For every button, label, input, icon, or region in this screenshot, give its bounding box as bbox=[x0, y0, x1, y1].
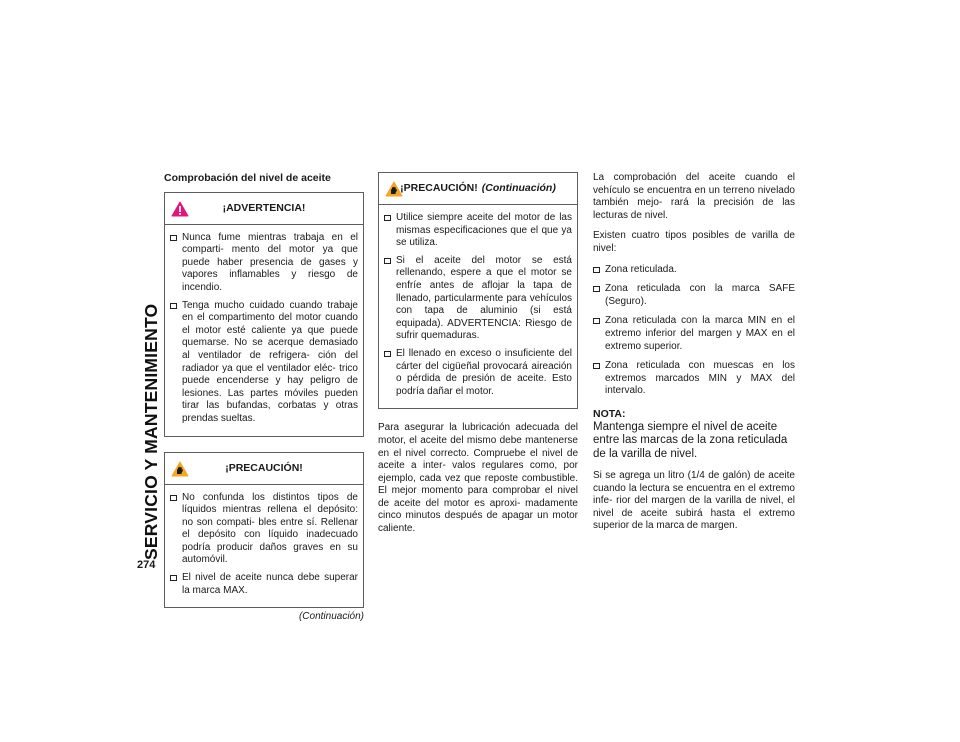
body-paragraph: Para asegurar la lubricación adecuada del motor, el aceite del mismo debe mantenerse en el nivel correcto. Compruebe el nivel de aceite a inter- valos regulares como, por ejemplo, cada vez que reposte combustible. El mejor momento para comprobar el nivel de aceite del motor es aproxi- madamente cinco minutos después de apagar un motor caliente. bbox=[378, 422, 578, 535]
list-item-text: Si el aceite del motor se está rellenando, espere a que el motor se enfríe antes de aflojar la tapa de llenado, particularmente para vehículos con tapa de aluminio (si está equipada). ADVERTENCIA: Riesgo de sufrir quemaduras. bbox=[396, 254, 572, 342]
bullet-square-icon bbox=[593, 267, 600, 273]
list-item-text: El nivel de aceite nunca debe superar la marca MAX. bbox=[182, 572, 358, 596]
side-section-title-text: SERVICIO Y MANTENIMIENTO bbox=[141, 303, 161, 560]
body-paragraph: Si se agrega un litro (1/4 de galón) de aceite cuando la lectura se encuentra en el extremo infe- rior del margen de la varilla de nivel, el nivel de aceite subirá hasta el extremo superior de la marca de margen. bbox=[593, 470, 795, 532]
list-item-text: Zona reticulada con muescas en los extremos marcados MIN y MAX del intervalo. bbox=[605, 360, 795, 397]
list-item-text: Tenga mucho cuidado cuando trabaje en el compartimento del motor cuando el motor esté caliente ya que puede quemarse. No se acerque demasiado al ventilador de refrigera- ción del radiador ya que el ventilador eléc- trico puede encenderse y hay peligro de lesiones. Las partes móviles pueden tirar las bufandas, corbatas y otras prendas sueltas. bbox=[182, 299, 358, 424]
body-paragraph: La comprobación del aceite cuando el vehículo se encuentra en un terreno nivelado también mejo- rará la precisión de las lecturas de nivel. bbox=[593, 172, 795, 221]
list-item bbox=[170, 492, 358, 568]
list-item-text: Zona reticulada con la marca SAFE (Seguro). bbox=[605, 283, 795, 307]
bullet-square-icon bbox=[593, 363, 600, 369]
caution-hand-icon bbox=[385, 181, 403, 197]
bullet-square-icon bbox=[170, 575, 177, 581]
bullet-square-icon bbox=[170, 495, 177, 501]
list-item bbox=[170, 300, 358, 426]
note-text: Mantenga siempre el nivel de aceite entre las marcas de la zona reticulada de la varilla de nivel. bbox=[593, 420, 788, 460]
list-item bbox=[593, 264, 795, 277]
list-item-text: El llenado en exceso o insuficiente del cárter del cigüeñal provocará aireación o pérdida de presión de aceite. Esto podría dañar el motor. bbox=[396, 347, 572, 397]
column-3 bbox=[593, 172, 795, 541]
list-item bbox=[170, 232, 358, 295]
bullet-square-icon bbox=[170, 303, 177, 309]
caution-continued-body bbox=[379, 205, 577, 408]
warning-triangle-icon bbox=[171, 201, 189, 217]
column-2 bbox=[378, 172, 578, 544]
list-item bbox=[593, 283, 795, 308]
caution-continued-suffix: (Continuación) bbox=[481, 182, 556, 195]
note-label: NOTA: bbox=[593, 407, 626, 420]
continued-label: (Continuación) bbox=[298, 611, 364, 623]
caution-box-body bbox=[165, 485, 363, 608]
list-item bbox=[384, 255, 572, 343]
section-heading: Comprobación del nivel de aceite bbox=[164, 172, 331, 184]
list-item bbox=[384, 348, 572, 398]
warning-box-body bbox=[165, 225, 363, 436]
list-item-text: Zona reticulada. bbox=[605, 263, 677, 275]
bullet-square-icon bbox=[593, 286, 600, 292]
caution-hand-icon bbox=[171, 461, 189, 477]
list-item bbox=[170, 572, 358, 597]
caution-title: ¡PRECAUCIÓN! bbox=[225, 461, 303, 474]
bullet-square-icon bbox=[384, 351, 391, 357]
caution-box-header bbox=[165, 453, 363, 485]
list-item-text: Zona reticulada con la marca MIN en el extremo inferior del margen y MAX en el extremo superior. bbox=[605, 315, 795, 352]
bullet-square-icon bbox=[170, 235, 177, 241]
warning-box bbox=[164, 192, 364, 437]
list-item-text: Nunca fume mientras trabaja en el comparti- mento del motor ya que puede haber presencia de gases y vapores inflamables y riesgo de incendio. bbox=[182, 231, 358, 293]
caution-continued-box bbox=[378, 172, 578, 409]
caution-continued-header bbox=[379, 173, 577, 205]
caution-continued-title: ¡PRECAUCIÓN! bbox=[400, 182, 478, 195]
list-item-text: No confunda los distintos tipos de líquidos mientras rellena el depósito: no son compati- bles entre sí. Rellenar el depósito con líquido inadecuado podría producir daños graves en su automóvil. bbox=[182, 491, 358, 566]
side-section-title bbox=[140, 160, 162, 560]
list-item bbox=[593, 360, 795, 398]
bullet-square-icon bbox=[384, 215, 391, 221]
warning-box-header bbox=[165, 193, 363, 225]
bullet-square-icon bbox=[593, 318, 600, 324]
list-item bbox=[384, 212, 572, 250]
column-1 bbox=[164, 172, 364, 624]
list-item-text: Utilice siempre aceite del motor de las mismas especificaciones que el que ya se utiliza. bbox=[396, 212, 572, 249]
bullet-square-icon bbox=[384, 258, 391, 264]
list-item bbox=[593, 315, 795, 353]
page-number: 274 bbox=[137, 559, 156, 571]
warning-title: ¡ADVERTENCIA! bbox=[222, 201, 306, 214]
caution-box bbox=[164, 452, 364, 609]
body-paragraph: Existen cuatro tipos posibles de varilla de nivel: bbox=[593, 230, 795, 254]
